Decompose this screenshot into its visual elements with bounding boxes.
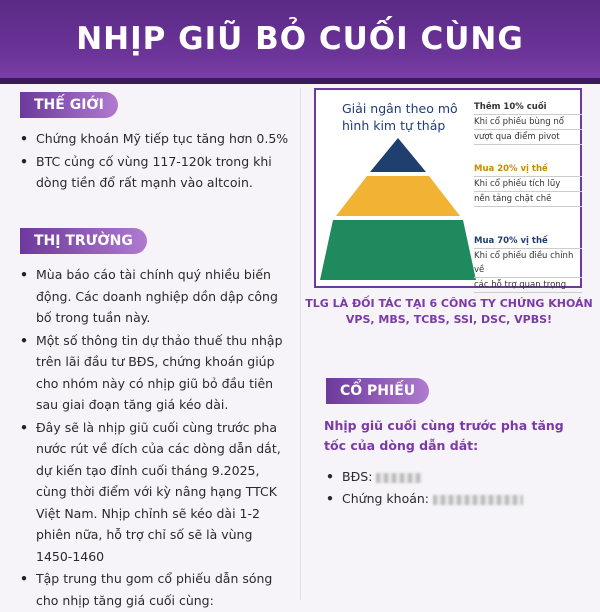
list-item: • Mùa báo cáo tài chính quý nhiều biến động. Các doanh nghiệp dồn dập công bố trong tuần này. bbox=[18, 264, 292, 329]
section-label-world: THẾ GIỚI bbox=[20, 92, 118, 118]
tier-head: Mua 20% vị thế bbox=[474, 162, 582, 177]
pyramid-top bbox=[370, 138, 426, 172]
section-label-stocks: CỔ PHIẾU bbox=[326, 378, 429, 404]
list-item: • Tập trung thu gom cổ phiếu dẫn sóng cho nhịp tăng giá cuối cùng: bbox=[18, 568, 292, 611]
tier-line: các hỗ trợ quan trọng bbox=[474, 278, 582, 293]
pyramid-middle bbox=[336, 176, 460, 216]
tier-head: Mua 70% vị thế bbox=[474, 234, 582, 249]
redacted-text bbox=[433, 495, 523, 505]
stocks-subheading: Nhịp giũ cuối cùng trước pha tăng tốc của dòng dẫn dắt: bbox=[324, 418, 564, 453]
list-item: • Một số thông tin dự thảo thuế thu nhập trên lãi đầu tư BĐS, chứng khoán giúp cho nhóm này có nhịp giũ bỏ đầu tiên sau giai đoạn tăng giá kéo dài. bbox=[18, 330, 292, 416]
tier-line: Khi cổ phiếu tích lũy bbox=[474, 177, 582, 192]
pyramid-tier-3 bbox=[474, 234, 582, 293]
page-header bbox=[0, 0, 600, 84]
stock-group-label: BĐS: bbox=[342, 469, 373, 484]
pyramid-tier-2 bbox=[474, 162, 582, 207]
redacted-text bbox=[376, 473, 422, 483]
page-title: NHỊP GIŨ BỎ CUỐI CÙNG bbox=[76, 21, 524, 57]
stocks-list bbox=[324, 466, 523, 510]
list-item bbox=[324, 466, 523, 488]
partner-note: TLG LÀ ĐỐI TÁC TẠI 6 CÔNG TY CHỨNG KHOÁN VPS, MBS, TCBS, SSI, DSC, VPBS! bbox=[305, 297, 593, 326]
list-item: • Chứng khoán Mỹ tiếp tục tăng hơn 0.5% bbox=[18, 128, 290, 150]
pyramid-infobox bbox=[314, 88, 582, 288]
pyramid-title: Giải ngân theo mô hình kim tự tháp bbox=[342, 101, 458, 133]
tier-head: Thêm 10% cuối bbox=[474, 100, 582, 115]
tier-line: Khi cổ phiếu điều chỉnh về bbox=[474, 249, 582, 278]
pyramid-bottom bbox=[320, 220, 476, 280]
pyramid-tier-1 bbox=[474, 100, 582, 145]
market-list bbox=[18, 264, 292, 612]
tier-line: Khi cổ phiếu bùng nổ bbox=[474, 115, 582, 130]
tier-line: nền tảng chặt chẽ bbox=[474, 192, 582, 207]
list-item: • BTC củng cố vùng 117-120k trong khi dòng tiền đổ rất mạnh vào altcoin. bbox=[18, 151, 290, 194]
list-item bbox=[324, 488, 523, 510]
tier-line: vượt qua điểm pivot bbox=[474, 130, 582, 145]
list-item: • Đây sẽ là nhịp giũ cuối cùng trước pha nước rút về đích của các dòng dẫn dắt, dự kiến tạo đỉnh cuối tháng 9.2025, cùng thời điểm với kỳ nâng hạng TTCK Việt Nam. Nhịp chỉnh sẽ kéo dài 1-2 phiên nữa, hỗ trợ chỉ số sẽ là vùng 1450-1460 bbox=[18, 417, 292, 568]
section-label-market: THỊ TRƯỜNG bbox=[20, 228, 147, 254]
world-list bbox=[18, 128, 290, 195]
column-divider bbox=[300, 88, 301, 600]
pyramid-graphic bbox=[318, 134, 478, 284]
stock-group-label: Chứng khoán: bbox=[342, 491, 430, 506]
